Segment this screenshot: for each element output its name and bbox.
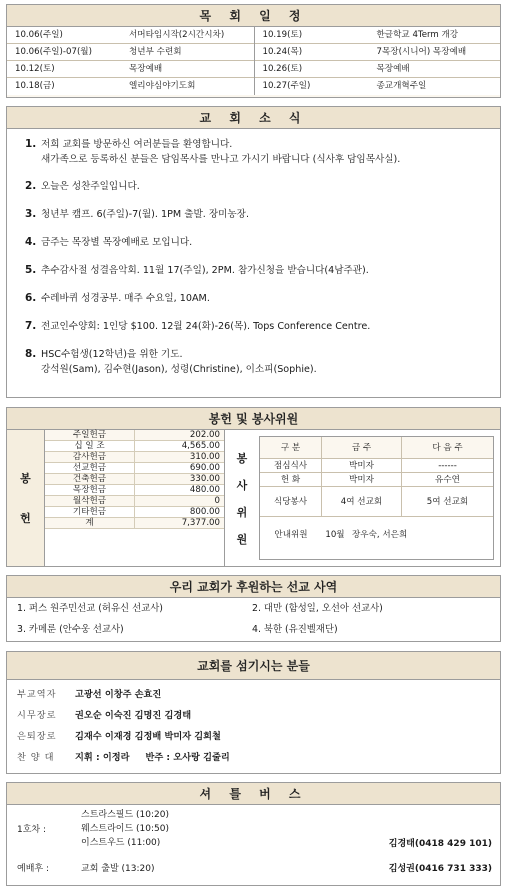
news-number: 3. (25, 208, 37, 220)
usher-names: 장우숙, 서은희 (352, 530, 408, 540)
schedule-row (7, 61, 254, 78)
bus1-stops (81, 808, 169, 850)
news-item (25, 179, 494, 194)
news-text (41, 347, 494, 377)
offering-row (45, 452, 224, 463)
offering-row (45, 496, 224, 507)
volunteer-header-row (260, 437, 493, 459)
servant-row (7, 705, 500, 726)
offering-name: 주일헌금 (45, 430, 135, 440)
news-text (41, 319, 494, 334)
news-text (41, 207, 494, 222)
bus-stop: 스트라스필드 (10:20) (81, 810, 169, 820)
news-line: 오늘은 성찬주일입니다. (41, 181, 140, 192)
servant-names (75, 726, 500, 747)
return-label: 예배후 : (17, 864, 49, 874)
news-text (41, 291, 494, 306)
volunteer-label-char: 원 (236, 532, 248, 546)
servant-row (7, 684, 500, 705)
volunteer-header-category: 구 분 (260, 437, 322, 458)
schedule-row (7, 78, 254, 95)
schedule-left-column (7, 27, 254, 95)
servant-name-group: 고광선 이창주 손효진 (75, 689, 162, 700)
offering-row (45, 485, 224, 496)
servant-name-group: 지휘 : 이정라 (75, 752, 130, 763)
news-text (41, 179, 494, 194)
schedule-right-column (254, 27, 501, 95)
offering-row (45, 463, 224, 474)
news-item (25, 319, 494, 334)
schedule-event: 목장예배 (376, 64, 410, 74)
volunteer-header-next-week: 다 음 주 (432, 443, 463, 453)
volunteer-table (259, 436, 494, 560)
volunteer-header-this-week: 금 주 (322, 437, 402, 458)
volunteer-next-week: ------ (438, 461, 457, 471)
news-item (25, 263, 494, 278)
offering-total-row (45, 518, 224, 529)
news-item (25, 291, 494, 306)
shuttle-bus-section (6, 782, 501, 886)
schedule-row (255, 27, 501, 44)
news-item (25, 235, 494, 250)
volunteer-role: 식당봉사 (260, 487, 322, 516)
schedule-date: 10.06(주일) (15, 30, 63, 40)
pastoral-schedule-section (6, 4, 501, 98)
schedule-event: 종교개혁주일 (376, 81, 427, 91)
schedule-date: 10.12(토) (15, 64, 55, 74)
mission-item: 2. 대만 (함성일, 오선아 선교사) (252, 603, 383, 614)
offering-vertical-label (7, 430, 45, 566)
offering-name: 계 (45, 518, 135, 528)
offering-amount: 310.00 (189, 452, 220, 462)
mission-support-section (6, 575, 501, 642)
schedule-date: 10.19(토) (262, 30, 303, 40)
news-line: 청년부 캠프. 6(주일)-7(월). 1PM 출발. 장미농장. (41, 209, 249, 220)
servant-role: 시무장로 (17, 710, 57, 721)
news-number: 5. (25, 264, 37, 276)
offering-name: 목장헌금 (45, 485, 135, 495)
servants-title: 교회를 섬기시는 분들 (7, 652, 500, 680)
news-line: HSC수험생(12학년)을 위한 기도. (41, 349, 183, 360)
schedule-event: 7목장(시니어) 목장예배 (376, 47, 467, 57)
news-text (41, 263, 494, 278)
volunteer-label-char: 봉 (236, 451, 248, 465)
offering-row (45, 474, 224, 485)
servant-role: 찬 양 대 (17, 752, 55, 763)
schedule-date: 10.24(목) (262, 47, 303, 57)
schedule-event: 엘리야심야기도회 (129, 81, 196, 91)
volunteer-row (260, 459, 493, 473)
offering-amount: 202.00 (189, 430, 220, 440)
volunteer-row (260, 487, 493, 517)
news-number: 1. (25, 138, 37, 150)
servant-name-group: 김재수 이재경 김정배 박미자 김희철 (75, 731, 221, 742)
offering-amount: 7,377.00 (181, 518, 220, 528)
usher-row (260, 517, 493, 553)
church-news-title: 교 회 소 식 (7, 107, 500, 129)
offering-label-char: 봉 (20, 472, 31, 485)
news-line: 전교인수양회: 1인당 $100. 12월 24(화)-26(목). Tops Conference Centre. (41, 321, 371, 332)
news-number: 8. (25, 348, 37, 360)
schedule-row (255, 78, 501, 95)
usher-month: 10월 (325, 530, 345, 540)
news-line: 강석원(Sam), 김수현(Jason), 성령(Christine), 이소피(Sophie). (41, 364, 317, 375)
volunteer-this-week: 4여 선교회 (322, 487, 402, 516)
usher-role: 안내위원 (274, 530, 308, 540)
volunteer-role: 점심식사 (260, 459, 322, 472)
schedule-row (7, 44, 254, 61)
news-line: 새가족으로 등록하신 분들은 담임목사를 만나고 가시기 바랍니다 (식사후 담임목사실). (41, 154, 401, 165)
volunteer-role: 헌 화 (260, 473, 322, 486)
schedule-row (255, 44, 501, 61)
schedule-row (7, 27, 254, 44)
volunteer-this-week: 박미자 (322, 473, 402, 486)
volunteer-this-week: 박미자 (322, 459, 402, 472)
church-news-list (7, 129, 500, 397)
bus-stop: 웨스트라이드 (10:50) (81, 824, 169, 834)
servant-name-group: 반주 : 오사랑 김줄리 (145, 752, 230, 763)
church-news-section (6, 106, 501, 398)
news-item (25, 207, 494, 222)
servants-list (7, 680, 500, 773)
news-number: 2. (25, 180, 37, 192)
servant-role: 부교역자 (17, 689, 57, 700)
offering-name: 기타헌금 (45, 507, 135, 517)
schedule-event: 서머타임시작(2시간시차) (129, 30, 225, 40)
news-number: 4. (25, 236, 37, 248)
offering-name: 감사헌금 (45, 452, 135, 462)
offering-table (45, 430, 225, 566)
bus1-driver: 김경태(0418 429 101) (388, 839, 492, 849)
offering-name: 건축헌금 (45, 474, 135, 484)
volunteer-next-week: 5여 선교회 (426, 497, 469, 507)
return-info: 교회 출발 (13:20) (81, 864, 155, 874)
offering-title: 봉헌 및 봉사위원 (7, 408, 500, 430)
servant-names (75, 747, 500, 768)
news-line: 추수감사절 성결음악회. 11월 17(주일), 2PM. 참가신청을 받습니다(4남주관). (41, 265, 369, 276)
offering-name: 십 일 조 (45, 441, 135, 451)
offering-volunteer-section (6, 407, 501, 567)
news-text (41, 235, 494, 250)
mission-title: 우리 교회가 후원하는 선교 사역 (7, 576, 500, 598)
servant-role: 은퇴장로 (17, 731, 57, 742)
volunteer-next-week: 유수연 (435, 475, 460, 485)
mission-item: 3. 카메룬 (안수웅 선교사) (17, 623, 124, 635)
bus1-label: 1호차 : (17, 825, 47, 835)
offering-row (45, 430, 224, 441)
news-item (25, 347, 494, 377)
schedule-event: 한글학교 4Term 개강 (376, 30, 459, 40)
news-line: 금주는 목장별 목장예배로 모입니다. (41, 237, 193, 248)
schedule-date: 10.27(주일) (262, 81, 311, 91)
offering-amount: 330.00 (189, 474, 220, 484)
schedule-date: 10.06(주일)-07(월) (15, 47, 92, 57)
offering-amount: 480.00 (189, 485, 220, 495)
volunteer-vertical-label (225, 430, 259, 566)
volunteer-row (260, 473, 493, 487)
servant-names (75, 705, 500, 726)
news-number: 7. (25, 320, 37, 332)
volunteer-label-char: 사 (236, 478, 248, 492)
news-line: 저희 교회를 방문하신 여러분들을 환영합니다. (41, 139, 233, 150)
servant-row (7, 747, 500, 768)
church-servants-section (6, 651, 501, 774)
return-driver: 김성권(0416 731 333) (388, 864, 492, 874)
schedule-date: 10.18(금) (15, 81, 55, 91)
pastoral-schedule-title: 목 회 일 정 (7, 5, 500, 27)
schedule-date: 10.26(토) (262, 64, 303, 74)
news-number: 6. (25, 292, 37, 304)
shuttle-title: 셔 틀 버 스 (7, 783, 500, 805)
schedule-row (255, 61, 501, 78)
offering-amount: 0 (214, 496, 220, 506)
servant-row (7, 726, 500, 747)
schedule-event: 청년부 수련회 (129, 47, 182, 57)
news-item (25, 137, 494, 167)
news-line: 수레바퀴 성경공부. 매주 수요일, 10AM. (41, 293, 210, 304)
offering-row (45, 441, 224, 452)
offering-amount: 4,565.00 (181, 441, 220, 451)
mission-item: 4. 북한 (유진벨재단) (252, 623, 338, 635)
bus-stop: 이스트우드 (11:00) (81, 838, 161, 848)
offering-name: 선교헌금 (45, 463, 135, 473)
offering-label-char: 헌 (20, 512, 31, 525)
offering-name: 월삭헌금 (45, 496, 135, 506)
volunteer-label-char: 위 (236, 505, 248, 519)
offering-amount: 690.00 (189, 463, 220, 473)
mission-item: 1. 퍼스 원주민선교 (허유신 선교사) (17, 603, 163, 614)
servant-names (75, 684, 500, 705)
news-text (41, 137, 494, 167)
schedule-event: 목장예배 (129, 64, 163, 74)
offering-amount: 800.00 (189, 507, 220, 517)
servant-name-group: 권오순 이숙진 김명진 김경태 (75, 710, 192, 721)
offering-row (45, 507, 224, 518)
